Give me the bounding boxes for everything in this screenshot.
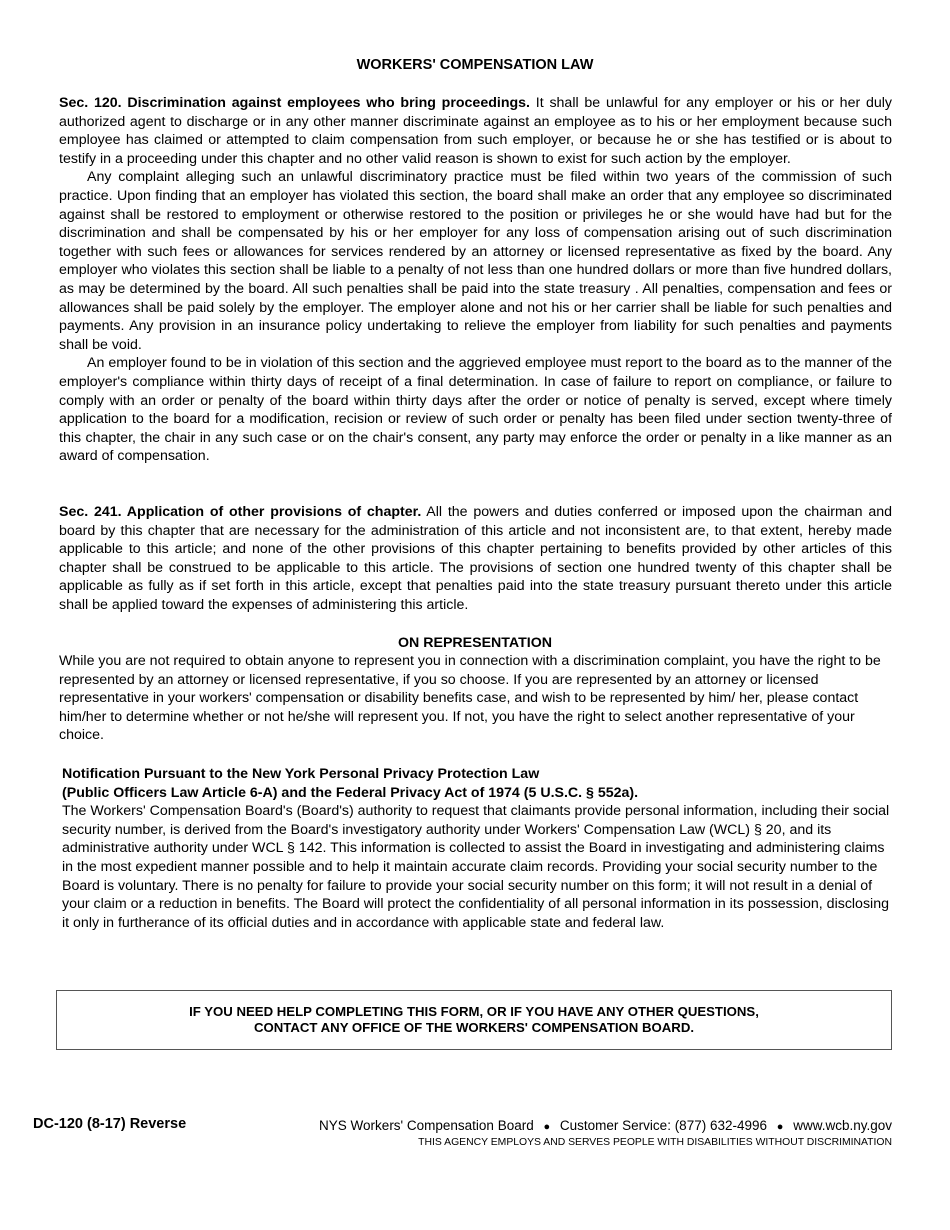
section-120-text-1: It shall be unlawful for any employer or his or her duly authorized agent to discharge or in any other manner discriminate against an employee as to his or her employment because such employee has claimed or attempted to claim compensation from such employer, or because he or she has testified or is about to testify in a proceeding under this chapter and no other valid reason is shown to exist for such action by the employer. [59,95,892,167]
page-title: WORKERS' COMPENSATION LAW [356,57,594,73]
representation-heading: ON REPRESENTATION [398,635,552,651]
privacy-notification [62,765,892,932]
help-line-1: IF YOU NEED HELP COMPLETING THIS FORM, OR IF YOU HAVE ANY OTHER QUESTIONS, [189,1004,759,1019]
section-120-heading: Sec. 120. Discrimination against employees who bring proceedings. [59,95,530,111]
privacy-heading-2: (Public Officers Law Article 6-A) and the Federal Privacy Act of 1974 (5 U.S.C. § 552a). [62,784,639,801]
form-id: DC-120 (8-17) Reverse [33,1116,187,1132]
section-120-paragraph-2: Any complaint alleging such an unlawful discriminatory practice must be filed within two years of the commission of such practice. Upon finding that an employer has violated this section, the board shall make an order that any employee so discriminated against shall be restored to employment or otherwise restored to the position or privileges he or she would have had but for the discrimination and shall be compensated by his or her employer for any loss of compensation arising out of such discrimination together with such fees or allowances for services rendered by an attorney or licensed representative as fixed by the board. Any employer who violates this section shall be liable to a penalty of not less than one hundred dollars or more than five hundred dollars, as may be determined by the board. All such penalties shall be paid into the state treasury . All penalties, compensation and fees or allowances shall be paid solely by the employer. The employer alone and not his or her carrier shall be liable for such penalties and payments. Any provision in an insurance policy undertaking to relieve the employer from liability for such penalties and payments shall be void. [59,169,892,353]
privacy-heading-1: Notification Pursuant to the New York Personal Privacy Protection Law [62,766,540,782]
section-120-paragraph-1 [59,94,892,168]
footer-agency: NYS Workers' Compensation Board [319,1118,534,1133]
section-120 [59,94,892,466]
bullet-icon: ● [776,1121,784,1133]
section-241 [59,503,892,615]
help-line-2: CONTACT ANY OFFICE OF THE WORKERS' COMPENSATION BOARD. [253,1020,695,1035]
bullet-icon: ● [543,1121,551,1133]
privacy-text: The Workers' Compensation Board's (Board's) authority to request that claimants provide personal information, including their social security number, is derived from the Board's investigatory authority under Workers' Compensation Law (WCL) § 20, and its administrative authority under WCL § 142. This information is collected to assist the Board in investigating and administering claims in the most expedient manner possible and to help it maintain accurate claim records. Providing your social security number to the Board is voluntary. There is no penalty for failure to provide your social security number on this form; it will not result in a denial of your claim or a reduction in benefits. The Board will protect the confidentiality of all personal information in its possession, disclosing it only in furtherance of its official duties and in accordance with applicable state and federal law. [62,803,890,931]
section-241-text: All the powers and duties conferred or imposed upon the chairman and board by this chapter that are necessary for the administration of this article and not inconsistent are, to that extent, hereby made applicable to this article; and none of the other provisions of this chapter pertaining to benefits provided by other articles of this chapter shall be construed to be applicable to this article. The provisions of section one hundred twenty of this chapter shall be applicable as fully as if set forth in this article, except that penalties paid into the state treasury pursuant thereto under this article shall be applied toward the expenses of administering this article. [59,504,892,613]
representation-section [59,652,892,745]
section-241-paragraph [59,503,892,615]
representation-text: While you are not required to obtain anyone to represent you in connection with a discrimination complaint, you have the right to be represented by an attorney or licensed representative, if you so choose. If you are represented by an attorney or licensed representative in your workers' compensation or disability benefits case, and wish to be represented by him/ her, please contact him/her to determine whether or not he/she will represent you. If not, you have the right to select another representative of your choice. [59,653,881,744]
footer-website-link[interactable]: www.wcb.ny.gov [793,1118,892,1133]
help-notice-box [56,990,892,1050]
footer-nondiscrimination-notice: THIS AGENCY EMPLOYS AND SERVES PEOPLE WITH DISABILITIES WITHOUT DISCRIMINATION [418,1137,892,1148]
footer-customer-service: Customer Service: (877) 632-4996 [559,1118,768,1133]
section-241-heading: Sec. 241. Application of other provisions of chapter. [59,504,422,520]
section-120-paragraph-3: An employer found to be in violation of this section and the aggrieved employee must report to the board as to the manner of the employer's compliance within thirty days of receipt of a final determination. In case of failure to report on compliance, or failure to comply with an order or penalty of the board within thirty days after the order or notice of penalty is served, except where timely application to the board for a modification, recision or review of such order or penalty has been filed under section twenty-three of this chapter, the chair in any such case or on the chair's consent, any party may enforce the order or penalty in a like manner as an award of compensation. [59,355,892,465]
